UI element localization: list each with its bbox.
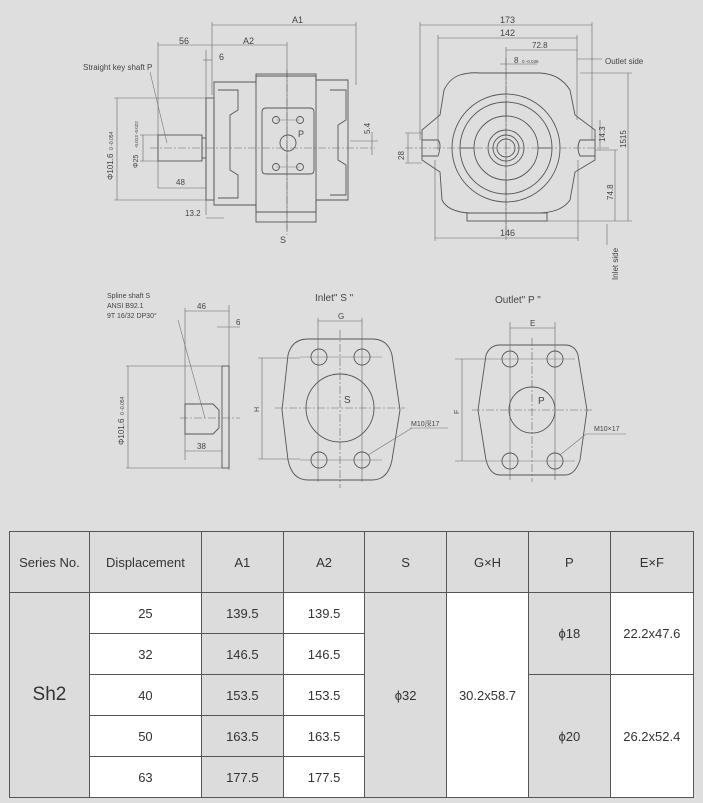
dim-72-8: 72.8 <box>532 41 548 50</box>
port-p-label: P <box>298 129 305 139</box>
side-view <box>83 15 378 245</box>
a2-cell: 139.5 <box>283 593 365 634</box>
displacement-cell: 63 <box>89 757 201 798</box>
header-gxh: G×H <box>446 532 528 593</box>
dim-pilot-diameter: Φ101.6 <box>106 153 115 180</box>
displacement-cell: 50 <box>89 716 201 757</box>
exf-cell-2: 26.2x52.4 <box>610 675 693 798</box>
header-series-no: Series No. <box>10 532 90 593</box>
port-s-label: S <box>280 235 287 245</box>
a2-cell: 163.5 <box>283 716 365 757</box>
header-a2: A2 <box>283 532 365 593</box>
outlet-thread-label: M10×17 <box>594 426 620 433</box>
dimension-table <box>9 531 694 798</box>
dim-151-5: 1515 <box>619 130 628 148</box>
spline-label-2: ANSI B92.1 <box>107 303 144 310</box>
header-exf: E×F <box>610 532 693 593</box>
table-row <box>10 675 694 716</box>
p-cell-2: ϕ20 <box>529 675 610 798</box>
a2-cell: 177.5 <box>283 757 365 798</box>
dim-6-spline: 6 <box>236 318 241 327</box>
dim-shaft-diameter: Φ25 <box>133 154 140 168</box>
dim-e: E <box>530 319 536 328</box>
series-cell: Sh2 <box>10 593 90 798</box>
dim-38: 38 <box>197 442 206 451</box>
exf-cell-1: 22.2x47.6 <box>610 593 693 675</box>
displacement-cell: 25 <box>89 593 201 634</box>
dim-pilot-diameter-spline: Φ101.6 <box>117 418 126 445</box>
spline-label-1: Spline shaft S <box>107 293 151 300</box>
dim-74-8: 74.8 <box>606 184 615 200</box>
a1-cell: 139.5 <box>202 593 284 634</box>
dim-56: 56 <box>179 36 190 46</box>
a1-cell: 177.5 <box>202 757 284 798</box>
dim-pilot-tolerance-spline: 0 -0.054 <box>120 396 126 415</box>
p-cell-1: ϕ18 <box>529 593 610 675</box>
dim-g: G <box>338 312 345 321</box>
s-cell: ϕ32 <box>365 593 446 798</box>
dim-8: 8 <box>514 56 519 65</box>
spline-shaft-view <box>107 293 241 470</box>
dim-142: 142 <box>500 28 516 38</box>
header-p: P <box>529 532 610 593</box>
header-s: S <box>365 532 446 593</box>
outlet-side-label: Outlet side <box>605 57 644 66</box>
dim-f: F <box>454 409 461 414</box>
inlet-flange-view <box>254 293 448 488</box>
front-view <box>397 15 644 280</box>
a1-cell: 163.5 <box>202 716 284 757</box>
header-a1: A1 <box>202 532 284 593</box>
inlet-flange-title: Inlet" S " <box>315 293 354 304</box>
table-header-row <box>10 532 694 593</box>
dim-14-3: 14.3 <box>598 126 607 142</box>
inlet-thread-label: M10深17 <box>411 421 440 428</box>
a1-cell: 153.5 <box>202 675 284 716</box>
dim-173: 173 <box>500 15 516 25</box>
dim-h: H <box>254 406 261 412</box>
dim-8-tolerance: 0 -0.036 <box>522 59 539 64</box>
displacement-cell: 32 <box>89 634 201 675</box>
dim-48: 48 <box>176 178 185 187</box>
dim-5-4: 5.4 <box>363 122 372 134</box>
table-row <box>10 593 694 634</box>
dim-pilot-tolerance: 0 -0.054 <box>109 131 115 150</box>
a2-cell: 146.5 <box>283 634 365 675</box>
dim-146: 146 <box>500 228 516 238</box>
outlet-flange-view <box>454 295 626 482</box>
spline-label-3: 9T 16/32 DP30° <box>107 313 157 320</box>
dim-a1: A1 <box>292 15 304 25</box>
dim-28: 28 <box>397 151 406 160</box>
straight-key-shaft-label: Straight key shaft P <box>83 63 153 72</box>
gxh-cell: 30.2x58.7 <box>446 593 528 798</box>
dim-a2: A2 <box>243 36 255 46</box>
dim-shaft-tolerance: -0.013 -0.022 <box>134 121 139 148</box>
outlet-port-label: P <box>538 396 545 407</box>
a2-cell: 153.5 <box>283 675 365 716</box>
inlet-port-label: S <box>344 395 351 406</box>
displacement-cell: 40 <box>89 675 201 716</box>
dim-6: 6 <box>219 52 225 62</box>
a1-cell: 146.5 <box>202 634 284 675</box>
dim-46: 46 <box>197 302 206 311</box>
header-displacement: Displacement <box>89 532 201 593</box>
inlet-side-label: Inlet side <box>611 247 620 280</box>
outlet-flange-title: Outlet" P " <box>495 295 541 306</box>
dim-13-2: 13.2 <box>185 209 201 218</box>
